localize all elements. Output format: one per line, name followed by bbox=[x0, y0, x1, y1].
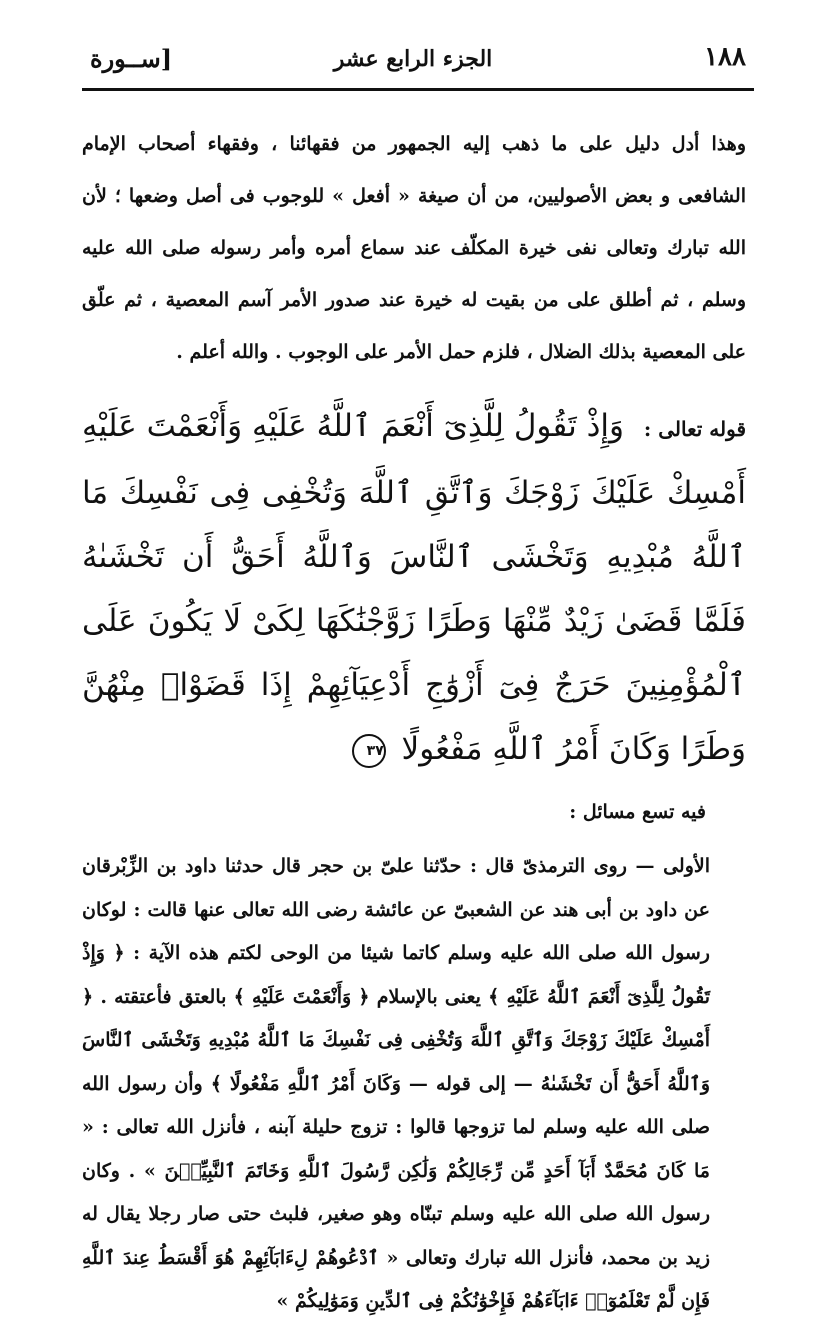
page-header bbox=[80, 42, 746, 86]
running-title: الجزء الرابع عشر bbox=[333, 46, 493, 72]
body-paragraph: وهذا أدل دليل على ما ذهب إليه الجمهور من فقهائنا ، وفقهاء أصحاب الإمام الشافعى و بعض الأصوليين، من أن صيغة « أفعل » للوجوب فى أصل وضعها ؛ لأن الله تبارك وتعالى نفى خيرة المكلّف عند سماع أمره وأمر رسوله صلى الله عليه وسلم ، ثم أطلق على من بقيت له خيرة عند صدور الأمر آسم المعصية ، ثم علّق على المعصية بذلك الضلال ، فلزم حمل الأمر على الوجوب . والله أعلم . bbox=[82, 133, 746, 363]
section-heading: فيه تسع مسائل : bbox=[569, 801, 706, 823]
surah-tag: [ســورة bbox=[90, 44, 173, 73]
quran-verse-block bbox=[82, 394, 746, 781]
page-body bbox=[82, 118, 746, 1324]
ayah-number-mark: ٣٧ bbox=[352, 734, 386, 768]
verse-text: وَإِذْ تَقُولُ لِلَّذِىٓ أَنْعَمَ ٱللَّهُ عَلَيْهِ وَأَنْعَمْتَ عَلَيْهِ أَمْسِكْ عَلَيْكَ زَوْجَكَ وَٱتَّقِ ٱللَّهَ وَتُخْفِى فِى نَفْسِكَ مَا ٱللَّهُ مُبْدِيهِ وَتَخْشَى ٱلنَّاسَ وَٱللَّهُ أَحَقُّ أَن تَخْشَىٰهُ فَلَمَّا قَضَىٰ زَيْدٌ مِّنْهَا وَطَرًا زَوَّجْنَٰكَهَا لِكَىْ لَا يَكُونَ عَلَى ٱلْمُؤْمِنِينَ حَرَجٌ فِىٓ أَزْوَٰجِ أَدْعِيَآئِهِمْ إِذَا قَضَوْا۟ مِنْهُنَّ وَطَرًا وَكَانَ أَمْرُ ٱللَّهِ مَفْعُولًا bbox=[82, 408, 746, 767]
page-number: ١٨٨ bbox=[704, 42, 746, 72]
verse-intro: قوله تعالى : bbox=[643, 417, 747, 441]
commentary-section bbox=[82, 845, 746, 1324]
body-paragraph: الأولى — روى الترمذىّ قال : حدّثنا علىّ بن حجر قال حدثنا داود بن الزِّبْرقان عن داود بن أبى هند عن الشعبىّ عن عائشة رضى الله تعالى عنها قالت : لوكان رسول الله صلى الله عليه وسلم كاتما شيئا من الوحى لكتم هذه الآية : ﴿ وَإِذْ تَقُولُ لِلَّذِىٓ أَنْعَمَ ٱللَّهُ عَلَيْهِ ﴾ يعنى بالإسلام ﴿ وَأَنْعَمْتَ عَلَيْهِ ﴾ بالعتق فأعتقته . ﴿ أَمْسِكْ عَلَيْكَ زَوْجَكَ وَٱتَّقِ ٱللَّهَ وَتُخْفِى فِى نَفْسِكَ مَا ٱللَّهُ مُبْدِيهِ وَتَخْشَى ٱلنَّاسَ وَٱللَّهُ أَحَقُّ أَن تَخْشَىٰهُ — إلى قوله — وَكَانَ أَمْرُ ٱللَّهِ مَفْعُولًا ﴾ وأن رسول الله صلى الله عليه وسلم لما تزوجها قالوا : تزوج حليلة آبنه ، فأنزل الله تعالى : « مَا كَانَ مُحَمَّدٌ أَبَآ أَحَدٍ مِّن رِّجَالِكُمْ وَلَٰكِن رَّسُولَ ٱللَّهِ وَخَاتَمَ ٱلنَّبِيِّـۧنَ » . وكان رسول الله صلى الله عليه وسلم تبنّاه وهو صغير، فلبث حتى صار رجلا يقال له زيد بن محمد، فأنزل الله تبارك وتعالى « ٱدْعُوهُمْ لِءَابَآئِهِمْ هُوَ أَقْسَطُ عِندَ ٱللَّهِ فَإِن لَّمْ تَعْلَمُوٓا۟ ءَابَآءَهُمْ فَإِخْوَٰنُكُمْ فِى ٱلدِّينِ وَمَوَٰلِيكُمْ » bbox=[82, 855, 710, 1312]
header-divider bbox=[82, 88, 754, 91]
